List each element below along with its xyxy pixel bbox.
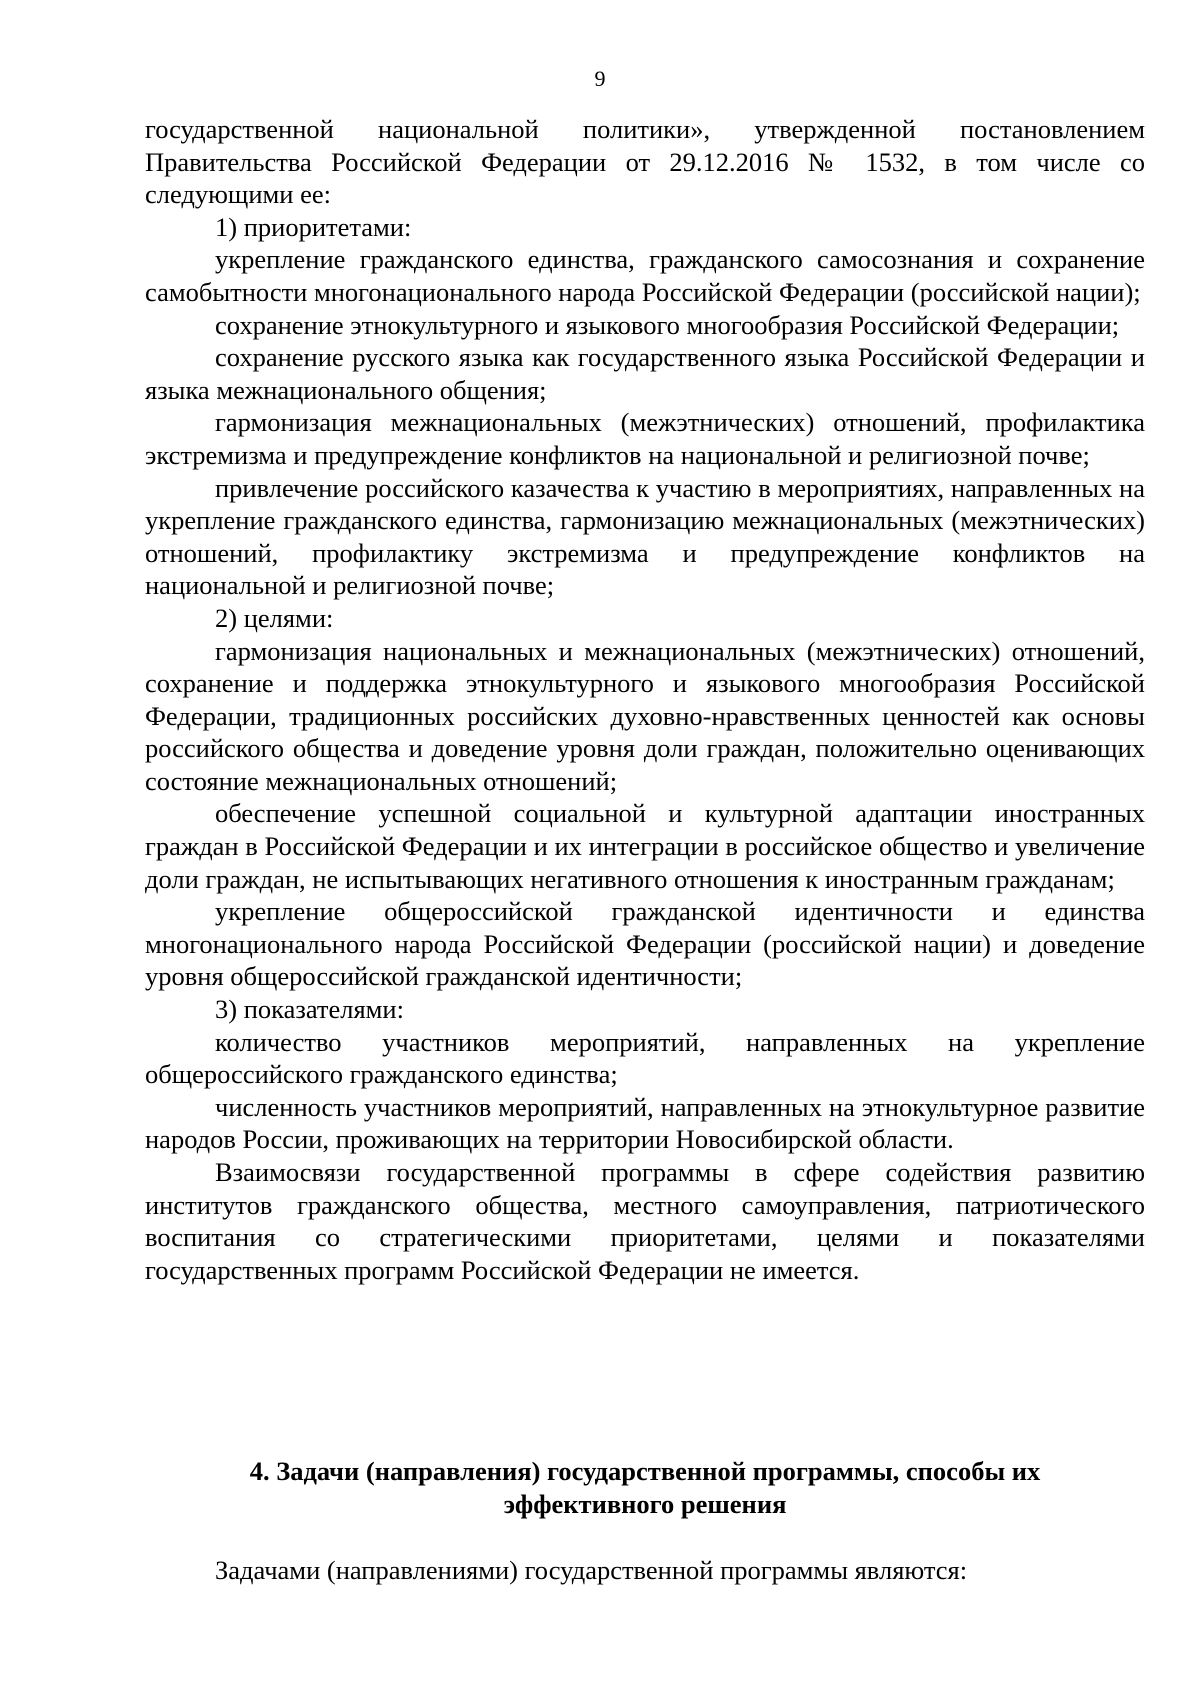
paragraph: сохранение этнокультурного и языкового многообразия Российской Федерации; <box>215 309 1120 340</box>
page-number: 9 <box>594 66 606 91</box>
section-heading <box>145 1455 1145 1521</box>
paragraph: укрепление общероссийской гражданской идентичности и единства многонационального народа Российской Федерации (российской нации) и доведение уровня общероссийской гражданской идентичности; <box>145 896 1145 992</box>
paragraph: гармонизация межнациональных (межэтнических) отношений, профилактика экстремизма и предупреждение конфликтов на национальной и религиозной почве; <box>145 407 1145 470</box>
paragraph: Взаимосвязи государственной программы в сфере содействия развитию институтов гражданского общества, местного самоуправления, патриотического воспитания со стратегическими приоритетами, целями и показателями государственных программ Российской Федерации не имеется. <box>145 1157 1145 1285</box>
paragraph-priorities-label: 1) приоритетами: <box>215 211 412 242</box>
section-heading-line-1: 4. Задачи (направления) государственной программы, способы их <box>249 1456 1041 1486</box>
section-heading-line-2: эффективного решения <box>503 1489 787 1519</box>
closing-paragraph: Задачами (направлениями) государственной программы являются: <box>215 1555 968 1585</box>
paragraph: численность участников мероприятий, направленных на этнокультурное развитие народов России, проживающих на территории Новосибирской области. <box>145 1091 1145 1155</box>
paragraph: укрепление гражданского единства, гражданского самосознания и сохранение самобытности многонационального народа Российской Федерации (российской нации); <box>145 244 1145 307</box>
paragraph: привлечение российского казачества к участию в мероприятиях, направленных на укрепление гражданского единства, гармонизацию межнациональных (межэтнических) отношений, профилактику экстремизма и предупреждение конфликтов на национальной и религиозной почве; <box>145 472 1145 601</box>
paragraph: обеспечение успешной социальной и культурной адаптации иностранных граждан в Российской Федерации и их интеграции в российское общество и увеличение доли граждан, не испытывающих негативного отношения к иностранным гражданам; <box>145 798 1145 894</box>
body-text <box>145 113 1145 1286</box>
paragraph: государственной национальной политики», утвержденной постановлением Правительства Российской Федерации от 29.12.2016 № 1532, в том числе со следующими ее: <box>145 114 1145 210</box>
paragraph: гармонизация национальных и межнациональных (межэтнических) отношений, сохранение и поддержка этнокультурного и языкового многообразия Российской Федерации, традиционных российских духовно-нравственных ценностей как основы российского общества и доведение уровня доли граждан, положительно оценивающих состояние межнациональных отношений; <box>145 635 1145 796</box>
paragraph-goals-label: 2) целями: <box>215 602 334 633</box>
paragraph: сохранение русского языка как государственного языка Российской Федерации и языка межнационального общения; <box>145 342 1145 405</box>
paragraph: количество участников мероприятий, направленных на укрепление общероссийского гражданского единства; <box>145 1026 1145 1090</box>
paragraph-indicators-label: 3) показателями: <box>215 994 404 1025</box>
